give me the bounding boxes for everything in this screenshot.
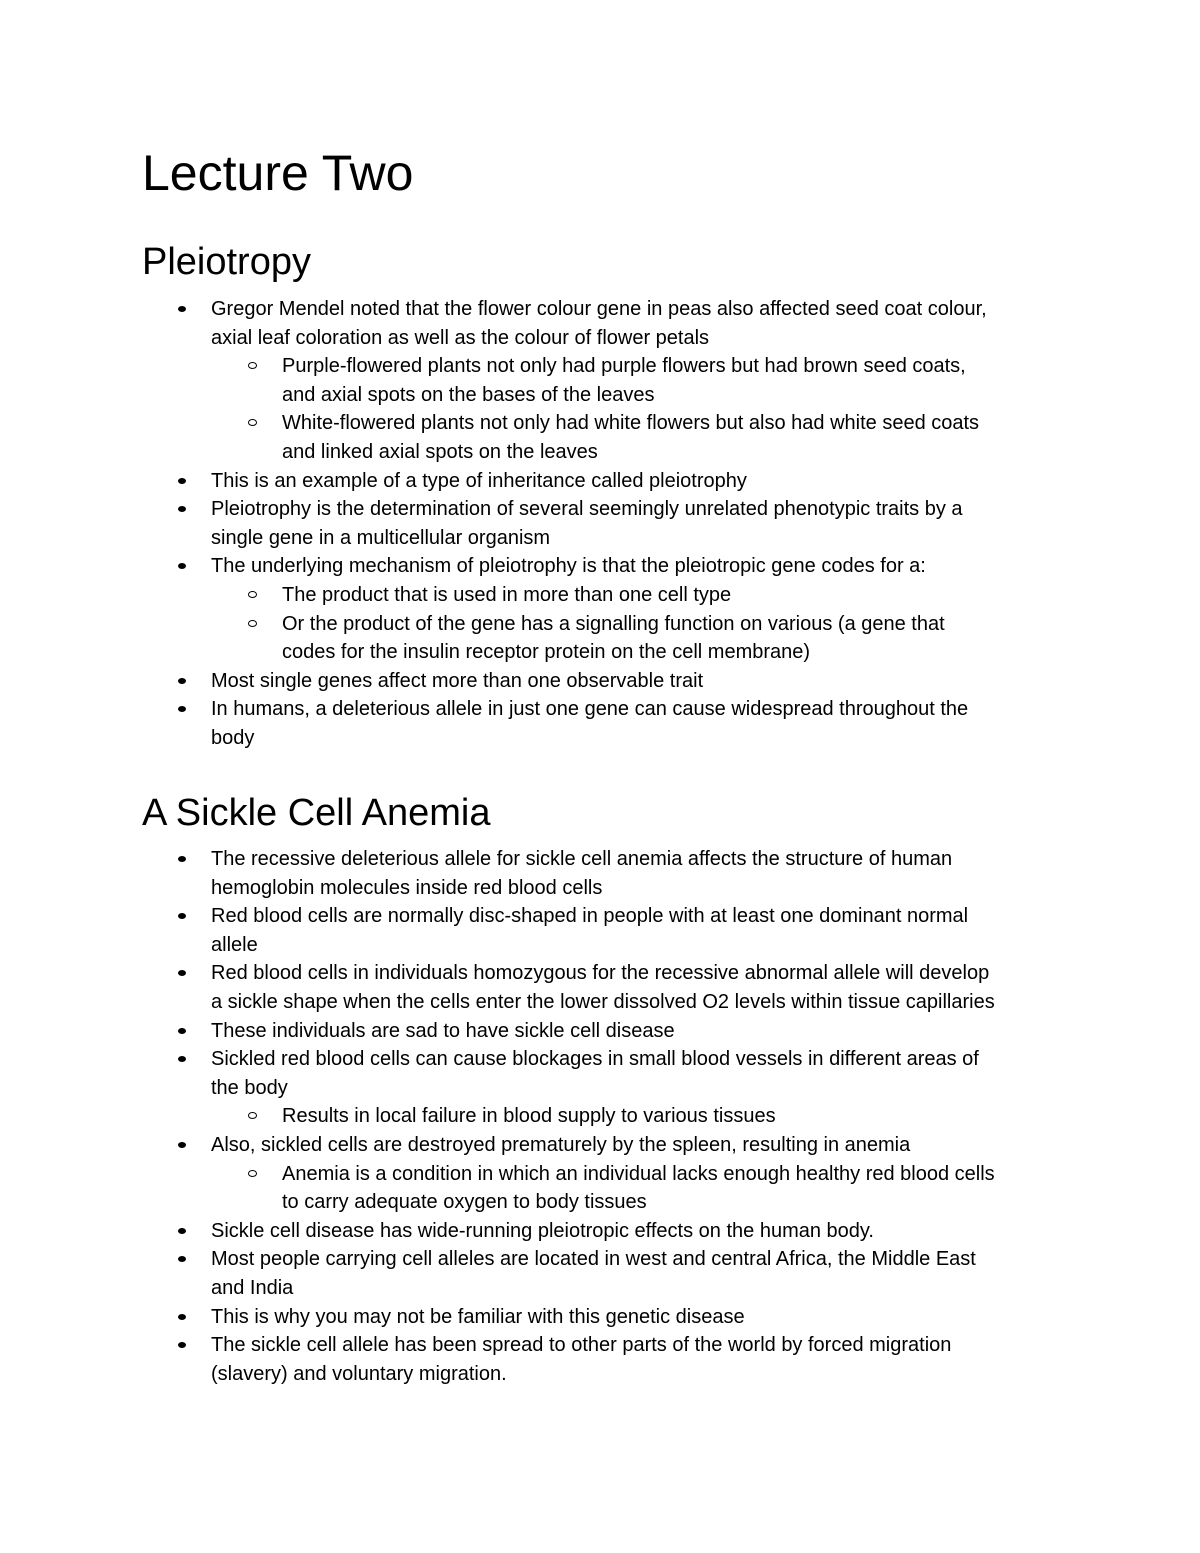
list-item-text-line: and axial spots on the bases of the leaves — [282, 383, 655, 406]
list-item — [0, 902, 1200, 959]
list-item — [0, 695, 1200, 752]
list-item-text-line: Gregor Mendel noted that the flower colour gene in peas also affected seed coat colour, — [211, 298, 987, 320]
pleiotropy-bullet-list — [0, 295, 1200, 753]
list-item-text-line: body — [211, 726, 255, 749]
list-item-text-line: Most single genes affect more than one observable trait — [211, 669, 704, 692]
list-item-text-line: hemoglobin molecules inside red blood cells — [211, 876, 603, 899]
list-item-text-line: the body — [211, 1076, 288, 1099]
list-item — [0, 1102, 1200, 1131]
list-item-text-line: axial leaf coloration as well as the colour of flower petals — [211, 326, 710, 349]
list-item-text-line: The sickle cell allele has been spread to other parts of the world by forced migration — [211, 1334, 952, 1357]
list-item-text-line: These individuals are sad to have sickle cell disease — [211, 1019, 675, 1042]
filled-bullet-icon — [178, 1314, 186, 1320]
list-item-text-line: White-flowered plants not only had white flowers but also had white seed coats — [282, 412, 980, 435]
list-item-text-line: allele — [211, 933, 258, 956]
filled-bullet-icon — [178, 1028, 186, 1034]
list-item — [0, 1017, 1200, 1046]
filled-bullet-icon — [178, 856, 186, 862]
hollow-bullet-icon — [248, 620, 257, 627]
hollow-bullet-icon — [248, 1170, 257, 1177]
list-item-text-line: The product that is used in more than one cell type — [282, 583, 732, 606]
list-item — [0, 467, 1200, 496]
list-item-text-line: The recessive deleterious allele for sickle cell anemia affects the structure of human — [211, 848, 953, 870]
list-item-text-line: Red blood cells in individuals homozygous for the recessive abnormal allele will develop — [211, 962, 990, 985]
list-item — [0, 667, 1200, 696]
filled-bullet-icon — [178, 970, 186, 976]
list-item-text-line: Sickled red blood cells can cause blockages in small blood vessels in different areas of — [211, 1048, 979, 1071]
filled-bullet-icon — [178, 1142, 186, 1148]
list-item-text-line: and linked axial spots on the leaves — [282, 440, 598, 463]
list-item — [0, 610, 1200, 667]
filled-bullet-icon — [178, 913, 186, 919]
hollow-bullet-icon — [248, 419, 257, 426]
list-item-text-line: a sickle shape when the cells enter the lower dissolved O2 levels within tissue capillaries — [211, 990, 995, 1013]
list-item-text-line: and India — [211, 1276, 294, 1299]
list-item-text-line: Anemia is a condition in which an individual lacks enough healthy red blood cells — [282, 1162, 995, 1185]
section-heading-pleiotropy: Pleiotropy — [142, 241, 311, 283]
list-item-text-line: The underlying mechanism of pleiotrophy is that the pleiotropic gene codes for a: — [211, 555, 926, 578]
list-item — [0, 552, 1200, 581]
list-item — [0, 1131, 1200, 1160]
list-item-text-line: Results in local failure in blood supply to various tissues — [282, 1105, 776, 1128]
filled-bullet-icon — [178, 1056, 186, 1062]
sickle-cell-bullet-list — [0, 845, 1200, 1388]
filled-bullet-icon — [178, 506, 186, 512]
list-item — [0, 581, 1200, 610]
filled-bullet-icon — [178, 478, 186, 484]
hollow-bullet-icon — [248, 591, 257, 598]
list-item-text-line: Most people carrying cell alleles are located in west and central Africa, the Middle East — [211, 1248, 976, 1271]
list-item-text-line: Or the product of the gene has a signalling function on various (a gene that — [282, 612, 945, 635]
list-item — [0, 409, 1200, 466]
list-item — [0, 1331, 1200, 1388]
hollow-bullet-icon — [248, 1112, 257, 1119]
list-item-text-line: Sickle cell disease has wide-running pleiotropic effects on the human body. — [211, 1219, 874, 1242]
filled-bullet-icon — [178, 706, 186, 712]
document-title: Lecture Two — [142, 145, 414, 201]
filled-bullet-icon — [178, 563, 186, 569]
list-item-text-line: Also, sickled cells are destroyed prematurely by the spleen, resulting in anemia — [211, 1133, 911, 1156]
list-item — [0, 1045, 1200, 1102]
filled-bullet-icon — [178, 1256, 186, 1262]
list-item — [0, 1245, 1200, 1302]
list-item-text-line: to carry adequate oxygen to body tissues — [282, 1191, 647, 1214]
filled-bullet-icon — [178, 1342, 186, 1348]
list-item-text-line: This is an example of a type of inheritance called pleiotrophy — [211, 469, 747, 492]
hollow-bullet-icon — [248, 362, 257, 369]
list-item-text-line: In humans, a deleterious allele in just one gene can cause widespread throughout the — [211, 698, 969, 721]
list-item — [0, 1217, 1200, 1246]
list-item — [0, 1160, 1200, 1217]
list-item-text-line: single gene in a multicellular organism — [211, 526, 551, 549]
list-item — [0, 1303, 1200, 1332]
list-item-text-line: Pleiotrophy is the determination of several seemingly unrelated phenotypic traits by a — [211, 498, 963, 521]
filled-bullet-icon — [178, 1228, 186, 1234]
filled-bullet-icon — [178, 306, 186, 312]
filled-bullet-icon — [178, 678, 186, 684]
list-item — [0, 495, 1200, 552]
list-item-text-line: (slavery) and voluntary migration. — [211, 1362, 507, 1385]
section-heading-sickle-cell: A Sickle Cell Anemia — [142, 792, 491, 834]
list-item — [0, 959, 1200, 1016]
list-item — [0, 352, 1200, 409]
list-item-text-line: codes for the insulin receptor protein on the cell membrane) — [282, 641, 811, 664]
list-item-text-line: Purple-flowered plants not only had purple flowers but had brown seed coats, — [282, 355, 966, 378]
list-item — [0, 845, 1200, 902]
list-item-text-line: Red blood cells are normally disc-shaped in people with at least one dominant normal — [211, 905, 969, 928]
list-item — [0, 295, 1200, 352]
list-item-text-line: This is why you may not be familiar with this genetic disease — [211, 1305, 745, 1328]
